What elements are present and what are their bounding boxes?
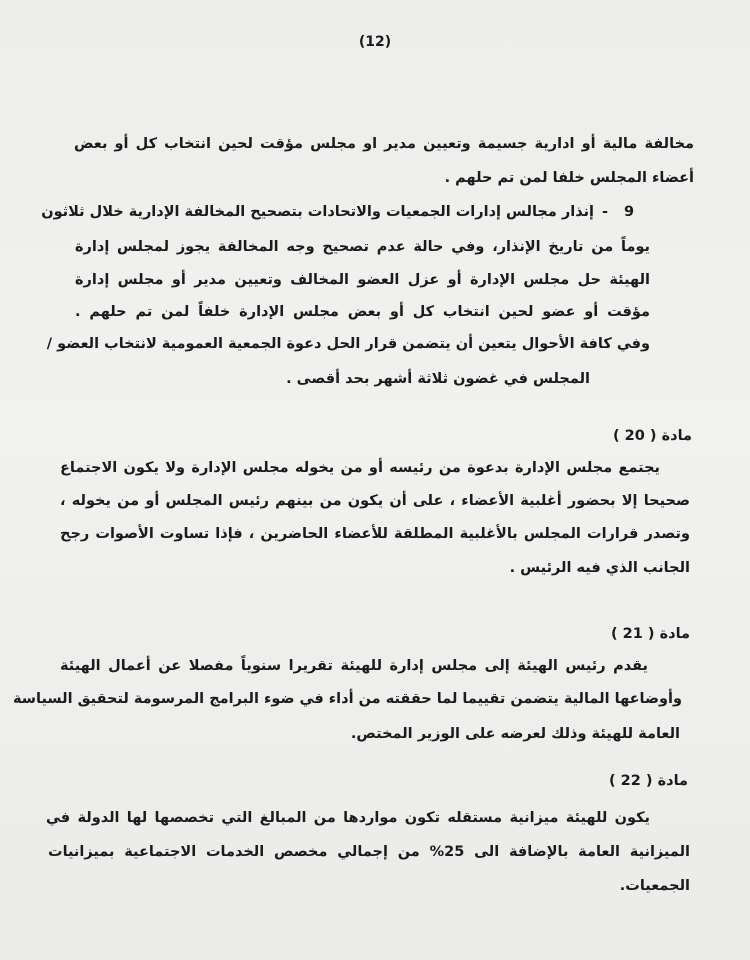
paragraph-line: صحيحا إلا بحضور أغلبية الأعضاء ، على أن يكون من بينهم رئيس المجلس أو من يخوله ، xyxy=(60,493,690,509)
list-item-line: يوماً من تاريخ الإنذار، وفي حالة عدم تصحيح وجه المخالفة يجوز لمجلس إدارة xyxy=(75,239,650,255)
paragraph-line: يقدم رئيس الهيئة إلى مجلس إدارة للهيئة تقريرا سنوياً مفصلا عن أعمال الهيئة xyxy=(60,658,648,674)
paragraph-line: وتصدر قرارات المجلس بالأغلبية المطلقة للأعضاء الحاضرين ، فإذا تساوت الأصوات رجح xyxy=(60,526,690,542)
list-item-line: مؤقت أو عضو لحين انتخاب كل أو بعض مجلس الإدارة خلفاً لمن تم حلهم . xyxy=(75,304,650,320)
list-item-line: الهيئة حل مجلس الإدارة أو عزل العضو المخالف وتعيين مدير أو مجلس إدارة xyxy=(75,272,650,288)
paragraph-line: يجتمع مجلس الإدارة بدعوة من رئيسه أو من يخوله مجلس الإدارة ولا يكون الاجتماع xyxy=(60,460,660,476)
list-item-line: وفي كافة الأحوال يتعين أن يتضمن قرار الحل دعوة الجمعية العمومية لانتخاب العضو / xyxy=(46,336,650,352)
list-item-dash: - xyxy=(602,204,609,220)
article-heading: مادة ( 22 ) xyxy=(608,773,688,789)
article-heading: مادة ( 20 ) xyxy=(612,428,692,444)
page-number: (12) xyxy=(358,34,392,50)
paragraph-line: يكون للهيئة ميزانية مستقله تكون مواردها من المبالغ التي تخصصها لها الدولة في xyxy=(46,810,650,826)
paragraph-line: الميزانية العامة بالإضافة الى 25% من إجمالي مخصص الخدمات الاجتماعية بميزانيات xyxy=(48,844,690,860)
paragraph-line: الجانب الذي فيه الرئيس . xyxy=(509,560,690,576)
paragraph-line: وأوضاعها المالية يتضمن تقييما لما حققته من أداء في ضوء البرامج المرسومة لتحقيق السياسة xyxy=(12,691,682,707)
article-heading: مادة ( 21 ) xyxy=(610,626,690,642)
list-item-line: المجلس في غضون ثلاثة أشهر بحد أقصى . xyxy=(286,371,590,387)
paragraph-line: الجمعيات. xyxy=(619,878,690,894)
list-item-number: 9 xyxy=(624,204,635,220)
paragraph-line: العامة للهيئة وذلك لعرضه على الوزير المختص. xyxy=(350,726,680,742)
paragraph-line: أعضاء المجلس خلفا لمن تم حلهم . xyxy=(444,170,694,186)
paragraph-line: مخالفة مالية أو ادارية جسيمة وتعيين مدير او مجلس مؤقت لحين انتخاب كل أو بعض xyxy=(74,136,694,152)
list-item-line: إنذار مجالس إدارات الجمعيات والاتحادات بتصحيح المخالفة الإدارية خلال ثلاثون xyxy=(41,204,594,220)
